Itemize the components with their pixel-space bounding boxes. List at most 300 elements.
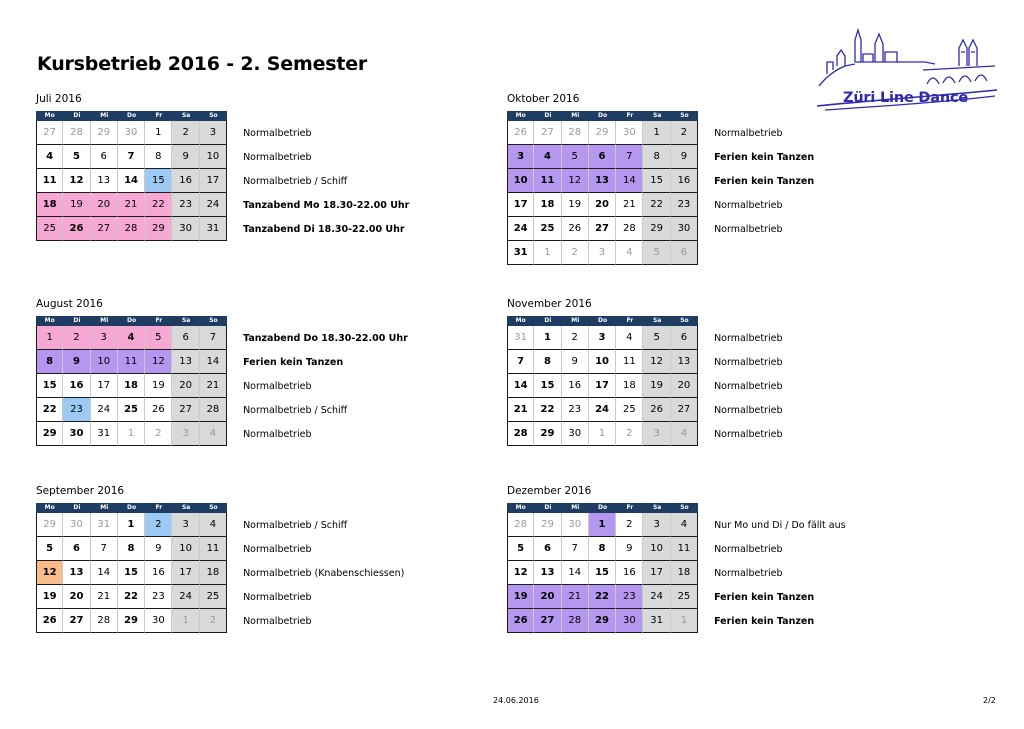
day-cell: 7: [91, 537, 118, 561]
weekday-label: Di: [63, 316, 90, 326]
day-cell: 5: [507, 537, 534, 561]
day-cell: 13: [589, 169, 616, 193]
weekday-label: Di: [534, 316, 561, 326]
week-row: [36, 398, 466, 422]
day-cell: 5: [36, 537, 63, 561]
weekday-label: Di: [534, 111, 561, 121]
weekday-label: Di: [534, 503, 561, 513]
week-note: Normalbetrieb: [714, 404, 783, 416]
day-cell: 9: [145, 537, 172, 561]
day-cell: 29: [36, 513, 63, 537]
day-cell: 8: [145, 145, 172, 169]
week-row: [36, 561, 466, 585]
day-cell: 10: [507, 169, 534, 193]
day-cell: 2: [145, 513, 172, 537]
day-cell: 19: [63, 193, 90, 217]
week-note: Normalbetrieb: [714, 380, 783, 392]
day-cell: 28: [507, 513, 534, 537]
week-row: [507, 169, 937, 193]
day-cell: 19: [145, 374, 172, 398]
week-row: [36, 121, 466, 145]
day-cell: 2: [200, 609, 227, 633]
day-cell: 28: [118, 217, 145, 241]
month-block: [36, 92, 466, 241]
day-cell: 22: [643, 193, 670, 217]
weekday-label: Mi: [91, 503, 118, 513]
day-cell: 15: [36, 374, 63, 398]
week-note: Ferien kein Tanzen: [243, 356, 344, 368]
day-cell: 16: [671, 169, 698, 193]
day-cell: 17: [200, 169, 227, 193]
day-cell: 31: [91, 513, 118, 537]
weekday-label: Di: [63, 503, 90, 513]
week-note: Normalbetrieb: [243, 543, 312, 555]
day-cell: 18: [118, 374, 145, 398]
weekday-label: Mi: [562, 503, 589, 513]
day-cell: 1: [36, 326, 63, 350]
weekday-label: Sa: [172, 316, 199, 326]
week-note: Normalbetrieb: [714, 428, 783, 440]
day-cell: 26: [145, 398, 172, 422]
day-cell: 5: [643, 241, 670, 265]
day-cell: 10: [589, 350, 616, 374]
day-cell: 30: [118, 121, 145, 145]
day-cell: 30: [562, 422, 589, 446]
day-cell: 29: [643, 217, 670, 241]
page-title: Kursbetrieb 2016 - 2. Semester: [37, 53, 368, 75]
week-row: [36, 169, 466, 193]
day-cell: 13: [534, 561, 561, 585]
day-cell: 20: [671, 374, 698, 398]
week-note: Tanzabend Di 18.30-22.00 Uhr: [243, 223, 405, 235]
week-note: Normalbetrieb: [714, 199, 783, 211]
week-note: Tanzabend Mo 18.30-22.00 Uhr: [243, 199, 410, 211]
week-row: [507, 217, 937, 241]
day-cell: 24: [589, 398, 616, 422]
day-cell: 8: [118, 537, 145, 561]
day-cell: 13: [91, 169, 118, 193]
day-cell: 7: [507, 350, 534, 374]
day-cell: 21: [616, 193, 643, 217]
weekday-label: Mo: [507, 503, 534, 513]
weekday-header: [36, 316, 466, 326]
day-cell: 13: [172, 350, 199, 374]
day-cell: 15: [145, 169, 172, 193]
weekday-label: So: [671, 503, 698, 513]
day-cell: 14: [200, 350, 227, 374]
day-cell: 25: [36, 217, 63, 241]
day-cell: 23: [63, 398, 90, 422]
week-row: [36, 326, 466, 350]
month-block: [507, 297, 937, 446]
day-cell: 1: [643, 121, 670, 145]
day-cell: 12: [36, 561, 63, 585]
day-cell: 25: [616, 398, 643, 422]
day-cell: 27: [63, 609, 90, 633]
day-cell: 26: [507, 121, 534, 145]
day-cell: 1: [145, 121, 172, 145]
day-cell: 15: [643, 169, 670, 193]
day-cell: 14: [616, 169, 643, 193]
day-cell: 1: [118, 422, 145, 446]
day-cell: 19: [643, 374, 670, 398]
day-cell: 2: [671, 121, 698, 145]
week-note: Normalbetrieb: [714, 223, 783, 235]
day-cell: 31: [200, 217, 227, 241]
day-cell: 22: [589, 585, 616, 609]
day-cell: 9: [63, 350, 90, 374]
weekday-label: Do: [589, 503, 616, 513]
day-cell: 12: [63, 169, 90, 193]
day-cell: 16: [172, 169, 199, 193]
day-cell: 3: [172, 513, 199, 537]
day-cell: 4: [671, 422, 698, 446]
day-cell: 25: [118, 398, 145, 422]
day-cell: 3: [589, 241, 616, 265]
day-cell: 2: [172, 121, 199, 145]
weekday-header: [507, 503, 937, 513]
day-cell: 23: [172, 193, 199, 217]
day-cell: 17: [172, 561, 199, 585]
day-cell: 4: [534, 145, 561, 169]
day-cell: 2: [562, 241, 589, 265]
day-cell: 20: [172, 374, 199, 398]
day-cell: 12: [562, 169, 589, 193]
day-cell: 21: [118, 193, 145, 217]
weekday-label: So: [200, 503, 227, 513]
day-cell: 26: [643, 398, 670, 422]
weekday-label: Fr: [616, 111, 643, 121]
day-cell: 29: [589, 609, 616, 633]
day-cell: 29: [589, 121, 616, 145]
day-cell: 14: [562, 561, 589, 585]
day-cell: 26: [507, 609, 534, 633]
day-cell: 5: [562, 145, 589, 169]
weekday-label: Sa: [643, 111, 670, 121]
day-cell: 26: [63, 217, 90, 241]
day-cell: 1: [172, 609, 199, 633]
day-cell: 1: [671, 609, 698, 633]
day-cell: 9: [671, 145, 698, 169]
week-note: Normalbetrieb: [714, 356, 783, 368]
day-cell: 25: [200, 585, 227, 609]
week-row: [507, 422, 937, 446]
week-row: [36, 537, 466, 561]
weekday-label: Fr: [616, 503, 643, 513]
week-row: [507, 609, 937, 633]
month-title: Dezember 2016: [507, 485, 592, 497]
week-note: Normalbetrieb: [243, 151, 312, 163]
day-cell: 4: [200, 513, 227, 537]
weekday-label: Mo: [36, 503, 63, 513]
day-cell: 15: [589, 561, 616, 585]
day-cell: 3: [172, 422, 199, 446]
footer-page-number: 2/2: [983, 696, 996, 705]
day-cell: 4: [671, 513, 698, 537]
day-cell: 29: [36, 422, 63, 446]
day-cell: 19: [36, 585, 63, 609]
day-cell: 18: [200, 561, 227, 585]
day-cell: 21: [91, 585, 118, 609]
day-cell: 16: [616, 561, 643, 585]
day-cell: 17: [589, 374, 616, 398]
day-cell: 27: [91, 217, 118, 241]
weekday-header: [507, 111, 937, 121]
week-row: [36, 350, 466, 374]
week-row: [36, 609, 466, 633]
day-cell: 3: [200, 121, 227, 145]
day-cell: 28: [91, 609, 118, 633]
day-cell: 24: [91, 398, 118, 422]
week-note: Normalbetrieb (Knabenschiessen): [243, 567, 405, 579]
day-cell: 6: [671, 326, 698, 350]
day-cell: 23: [145, 585, 172, 609]
day-cell: 1: [118, 513, 145, 537]
day-cell: 2: [616, 422, 643, 446]
day-cell: 28: [507, 422, 534, 446]
week-note: Normalbetrieb / Schiff: [243, 175, 348, 187]
day-cell: 22: [118, 585, 145, 609]
day-cell: 20: [63, 585, 90, 609]
day-cell: 30: [616, 121, 643, 145]
day-cell: 29: [145, 217, 172, 241]
day-cell: 4: [200, 422, 227, 446]
day-cell: 17: [91, 374, 118, 398]
week-note: Ferien kein Tanzen: [714, 175, 815, 187]
weekday-label: Sa: [172, 111, 199, 121]
week-row: [507, 585, 937, 609]
week-row: [507, 513, 937, 537]
day-cell: 26: [562, 217, 589, 241]
weekday-label: Mo: [36, 316, 63, 326]
day-cell: 6: [172, 326, 199, 350]
day-cell: 19: [507, 585, 534, 609]
weekday-label: So: [200, 111, 227, 121]
day-cell: 18: [534, 193, 561, 217]
weekday-label: Fr: [145, 503, 172, 513]
day-cell: 31: [507, 241, 534, 265]
week-row: [36, 513, 466, 537]
day-cell: 17: [643, 561, 670, 585]
weekday-label: So: [671, 316, 698, 326]
logo-text: Züri Line Dance: [843, 90, 968, 106]
week-row: [36, 422, 466, 446]
day-cell: 6: [91, 145, 118, 169]
day-cell: 22: [145, 193, 172, 217]
day-cell: 29: [91, 121, 118, 145]
day-cell: 11: [534, 169, 561, 193]
week-row: [507, 241, 937, 265]
day-cell: 27: [534, 121, 561, 145]
day-cell: 18: [671, 561, 698, 585]
day-cell: 20: [534, 585, 561, 609]
day-cell: 7: [200, 326, 227, 350]
week-note: Normalbetrieb / Schiff: [243, 519, 348, 531]
day-cell: 24: [200, 193, 227, 217]
day-cell: 2: [616, 513, 643, 537]
weekday-label: Sa: [643, 503, 670, 513]
day-cell: 1: [534, 326, 561, 350]
day-cell: 18: [36, 193, 63, 217]
day-cell: 8: [534, 350, 561, 374]
week-row: [507, 537, 937, 561]
week-note: Tanzabend Do 18.30-22.00 Uhr: [243, 332, 408, 344]
day-cell: 31: [507, 326, 534, 350]
weekday-label: Do: [589, 316, 616, 326]
day-cell: 25: [671, 585, 698, 609]
weekday-label: Di: [63, 111, 90, 121]
month-block: [507, 92, 937, 265]
day-cell: 16: [63, 374, 90, 398]
day-cell: 8: [643, 145, 670, 169]
weekday-label: Mi: [562, 111, 589, 121]
day-cell: 4: [616, 326, 643, 350]
week-row: [507, 561, 937, 585]
day-cell: 11: [616, 350, 643, 374]
day-cell: 11: [118, 350, 145, 374]
weekday-label: Sa: [643, 316, 670, 326]
day-cell: 10: [172, 537, 199, 561]
day-cell: 2: [63, 326, 90, 350]
week-row: [36, 585, 466, 609]
day-cell: 27: [36, 121, 63, 145]
weekday-label: So: [671, 111, 698, 121]
day-cell: 24: [643, 585, 670, 609]
day-cell: 31: [643, 609, 670, 633]
day-cell: 11: [200, 537, 227, 561]
week-note: Normalbetrieb: [243, 428, 312, 440]
week-note: Ferien kein Tanzen: [714, 151, 815, 163]
weekday-label: Do: [118, 503, 145, 513]
weekday-label: Fr: [145, 316, 172, 326]
week-note: Normalbetrieb: [714, 567, 783, 579]
day-cell: 28: [200, 398, 227, 422]
day-cell: 23: [616, 585, 643, 609]
day-cell: 9: [616, 537, 643, 561]
day-cell: 30: [562, 513, 589, 537]
day-cell: 10: [643, 537, 670, 561]
day-cell: 5: [643, 326, 670, 350]
day-cell: 12: [145, 350, 172, 374]
day-cell: 29: [534, 422, 561, 446]
day-cell: 4: [36, 145, 63, 169]
day-cell: 30: [172, 217, 199, 241]
day-cell: 4: [616, 241, 643, 265]
month-title: Juli 2016: [36, 93, 82, 105]
day-cell: 30: [616, 609, 643, 633]
day-cell: 27: [671, 398, 698, 422]
week-row: [36, 217, 466, 241]
weekday-label: Mo: [507, 111, 534, 121]
month-title: Oktober 2016: [507, 93, 580, 105]
day-cell: 29: [534, 513, 561, 537]
weekday-label: Mi: [91, 111, 118, 121]
day-cell: 7: [118, 145, 145, 169]
day-cell: 3: [507, 145, 534, 169]
day-cell: 12: [507, 561, 534, 585]
weekday-label: Mi: [91, 316, 118, 326]
day-cell: 25: [534, 217, 561, 241]
month-block: [36, 484, 466, 633]
day-cell: 30: [145, 609, 172, 633]
day-cell: 12: [643, 350, 670, 374]
day-cell: 15: [534, 374, 561, 398]
week-row: [36, 193, 466, 217]
day-cell: 23: [562, 398, 589, 422]
footer-date: 24.06.2016: [493, 696, 539, 705]
week-note: Normalbetrieb: [243, 380, 312, 392]
day-cell: 6: [63, 537, 90, 561]
day-cell: 22: [36, 398, 63, 422]
month-title: November 2016: [507, 298, 592, 310]
week-row: [507, 193, 937, 217]
weekday-label: Fr: [145, 111, 172, 121]
day-cell: 7: [562, 537, 589, 561]
week-row: [507, 121, 937, 145]
week-row: [36, 145, 466, 169]
weekday-label: Do: [118, 111, 145, 121]
weekday-header: [36, 111, 466, 121]
day-cell: 14: [118, 169, 145, 193]
month-block: [36, 297, 466, 446]
day-cell: 6: [671, 241, 698, 265]
day-cell: 24: [507, 217, 534, 241]
month-title: September 2016: [36, 485, 125, 497]
day-cell: 20: [91, 193, 118, 217]
day-cell: 3: [643, 422, 670, 446]
day-cell: 1: [534, 241, 561, 265]
day-cell: 11: [671, 537, 698, 561]
day-cell: 20: [589, 193, 616, 217]
day-cell: 9: [562, 350, 589, 374]
day-cell: 22: [534, 398, 561, 422]
day-cell: 21: [200, 374, 227, 398]
day-cell: 30: [671, 217, 698, 241]
day-cell: 3: [589, 326, 616, 350]
day-cell: 14: [91, 561, 118, 585]
weekday-label: So: [200, 316, 227, 326]
day-cell: 27: [534, 609, 561, 633]
day-cell: 3: [91, 326, 118, 350]
day-cell: 23: [671, 193, 698, 217]
week-note: Normalbetrieb: [714, 332, 783, 344]
week-note: Ferien kein Tanzen: [714, 615, 815, 627]
week-row: [36, 374, 466, 398]
week-row: [507, 398, 937, 422]
day-cell: 30: [63, 513, 90, 537]
day-cell: 6: [589, 145, 616, 169]
weekday-label: Mi: [562, 316, 589, 326]
month-title: August 2016: [36, 298, 103, 310]
week-note: Normalbetrieb / Schiff: [243, 404, 348, 416]
day-cell: 8: [589, 537, 616, 561]
day-cell: 1: [589, 422, 616, 446]
day-cell: 21: [507, 398, 534, 422]
day-cell: 14: [507, 374, 534, 398]
day-cell: 6: [534, 537, 561, 561]
day-cell: 5: [145, 326, 172, 350]
week-note: Nur Mo und Di / Do fällt aus: [714, 519, 846, 531]
day-cell: 13: [63, 561, 90, 585]
day-cell: 28: [562, 121, 589, 145]
day-cell: 9: [172, 145, 199, 169]
week-note: Normalbetrieb: [243, 127, 312, 139]
week-note: Normalbetrieb: [243, 615, 312, 627]
weekday-header: [36, 503, 466, 513]
day-cell: 11: [36, 169, 63, 193]
week-note: Ferien kein Tanzen: [714, 591, 815, 603]
day-cell: 27: [172, 398, 199, 422]
